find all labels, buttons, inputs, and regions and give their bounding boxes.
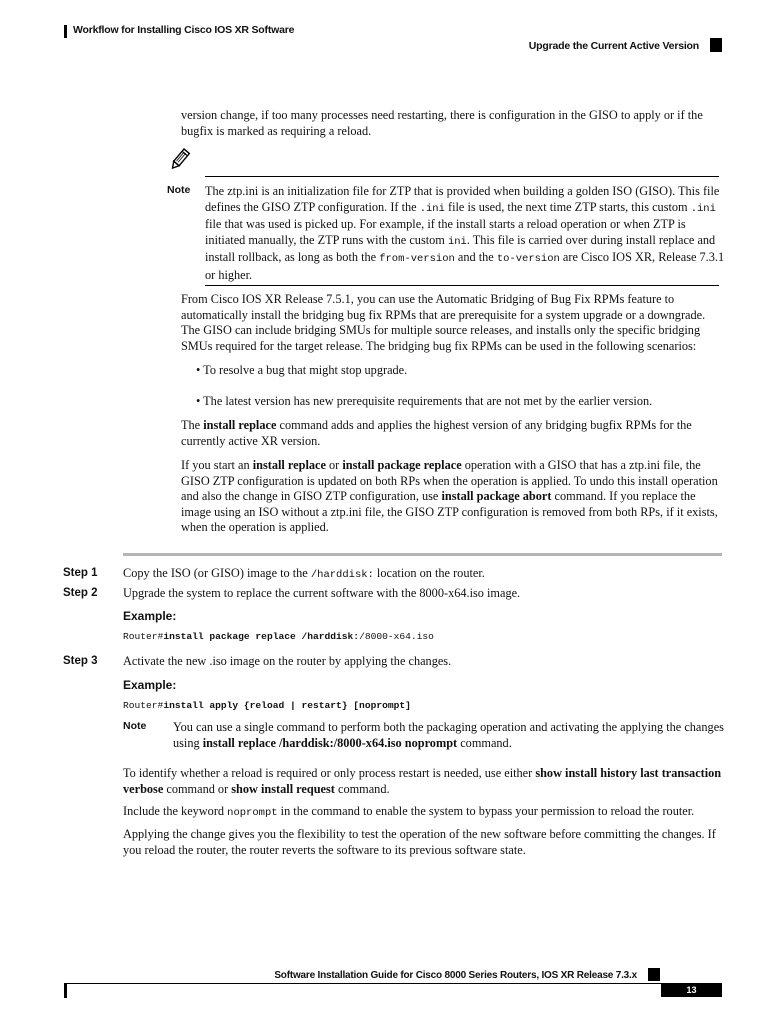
- note-rule-top: [205, 176, 719, 177]
- pencil-icon: [167, 148, 193, 177]
- note-rule-bottom: [205, 285, 719, 286]
- footer-left-bar: [64, 984, 67, 998]
- bullet-list: [196, 363, 716, 424]
- header-right-box: [710, 38, 722, 52]
- step-1-label: Step 1: [63, 567, 98, 579]
- section-divider: [123, 553, 722, 556]
- noprompt-paragraph: Include the keyword noprompt in the command to enable the system to bypass your permission to reload the router.: [123, 804, 695, 819]
- note-2-label: Note: [123, 720, 147, 732]
- step-3-label: Step 3: [63, 655, 98, 667]
- applying-change-paragraph: Applying the change gives you the flexibility to test the operation of the new software before committing the changes. If you reload the router, the router reverts the software to its previous software state.: [123, 827, 716, 857]
- step-2-code: Router#install package replace /harddisk:/8000-x64.iso: [123, 631, 434, 642]
- list-item: • The latest version has new prerequisite requirements that are not met by the earlier version.: [196, 393, 653, 408]
- note-label: Note: [167, 184, 191, 196]
- identify-reload-paragraph: To identify whether a reload is required or only process restart is needed, use either show install history last transaction verbose command or show install request command.: [123, 766, 722, 796]
- bridging-paragraph: From Cisco IOS XR Release 7.5.1, you can use the Automatic Bridging of Bug Fix RPMs feature to automatically install the bridging bug fix RPMs that are prerequisite for a system upgrade or a downgrade. The GISO can include bridging SMUs for multiple source releases, and installs only the specific bridging SMUs required for the target release. The bridging bug fix RPMs can be used in the following scenarios:: [181, 292, 706, 353]
- header-left-bar: [64, 25, 67, 38]
- note-text: The ztp.ini is an initialization file for ZTP that is provided when building a golden ISO (GISO). This file defines the GISO ZTP configuration. If the .ini file is used, the next time ZTP starts, this custom .ini file that was used is picked up. For example, if the install starts a reload operation or when ZTP is initiated manually, the ZTP runs with the custom ini. This file is carried over during install replace and install rollback, as long as both the from-version and the to-version are Cisco IOS XR, Release 7.3.1 or higher.: [205, 184, 725, 282]
- step-2-example-label: Example:: [123, 609, 177, 623]
- install-replace-paragraph: The install replace command adds and applies the highest version of any bridging bugfix RPMs for the currently active XR version.: [181, 418, 692, 448]
- step-2-label: Step 2: [63, 587, 98, 599]
- intro-paragraph: version change, if too many processes need restarting, there is configuration in the GISO to apply or if the bugfix is marked as requiring a reload.: [181, 108, 703, 138]
- footer-box: [648, 968, 660, 981]
- section-title: Upgrade the Current Active Version: [528, 40, 699, 52]
- step-3-text: Activate the new .iso image on the router by applying the changes.: [123, 654, 452, 668]
- step-3-example-label: Example:: [123, 678, 177, 692]
- list-item: • To resolve a bug that might stop upgrade.: [196, 363, 408, 377]
- chapter-title: Workflow for Installing Cisco IOS XR Software: [73, 24, 295, 36]
- guide-title: Software Installation Guide for Cisco 8000 Series Routers, IOS XR Release 7.3.x: [274, 970, 637, 981]
- step-3-code: Router#install apply {reload | restart} [noprompt]: [123, 700, 411, 711]
- step-2-text: Upgrade the system to replace the current software with the 8000-x64.iso image.: [123, 586, 521, 600]
- page-number: 13: [661, 984, 722, 997]
- note-2-text: You can use a single command to perform both the packaging operation and activating the applying the changes using install replace /harddisk:/8000-x64.iso noprompt command.: [173, 720, 724, 750]
- footer-rule: [64, 983, 722, 984]
- step-1-text: Copy the ISO (or GISO) image to the /harddisk: location on the router.: [123, 566, 485, 581]
- giso-ztp-paragraph: If you start an install replace or install package replace operation with a GISO that has a ztp.ini file, the GISO ZTP configuration is updated on both RPs when the operation is applied. To undo this install operation and also the change in GISO ZTP configuration, use install package abort command. If you replace the image using an ISO without a ztp.ini file, the GISO ZTP configuration is removed from both RPs, if it exists, when the operation is applied.: [181, 458, 718, 534]
